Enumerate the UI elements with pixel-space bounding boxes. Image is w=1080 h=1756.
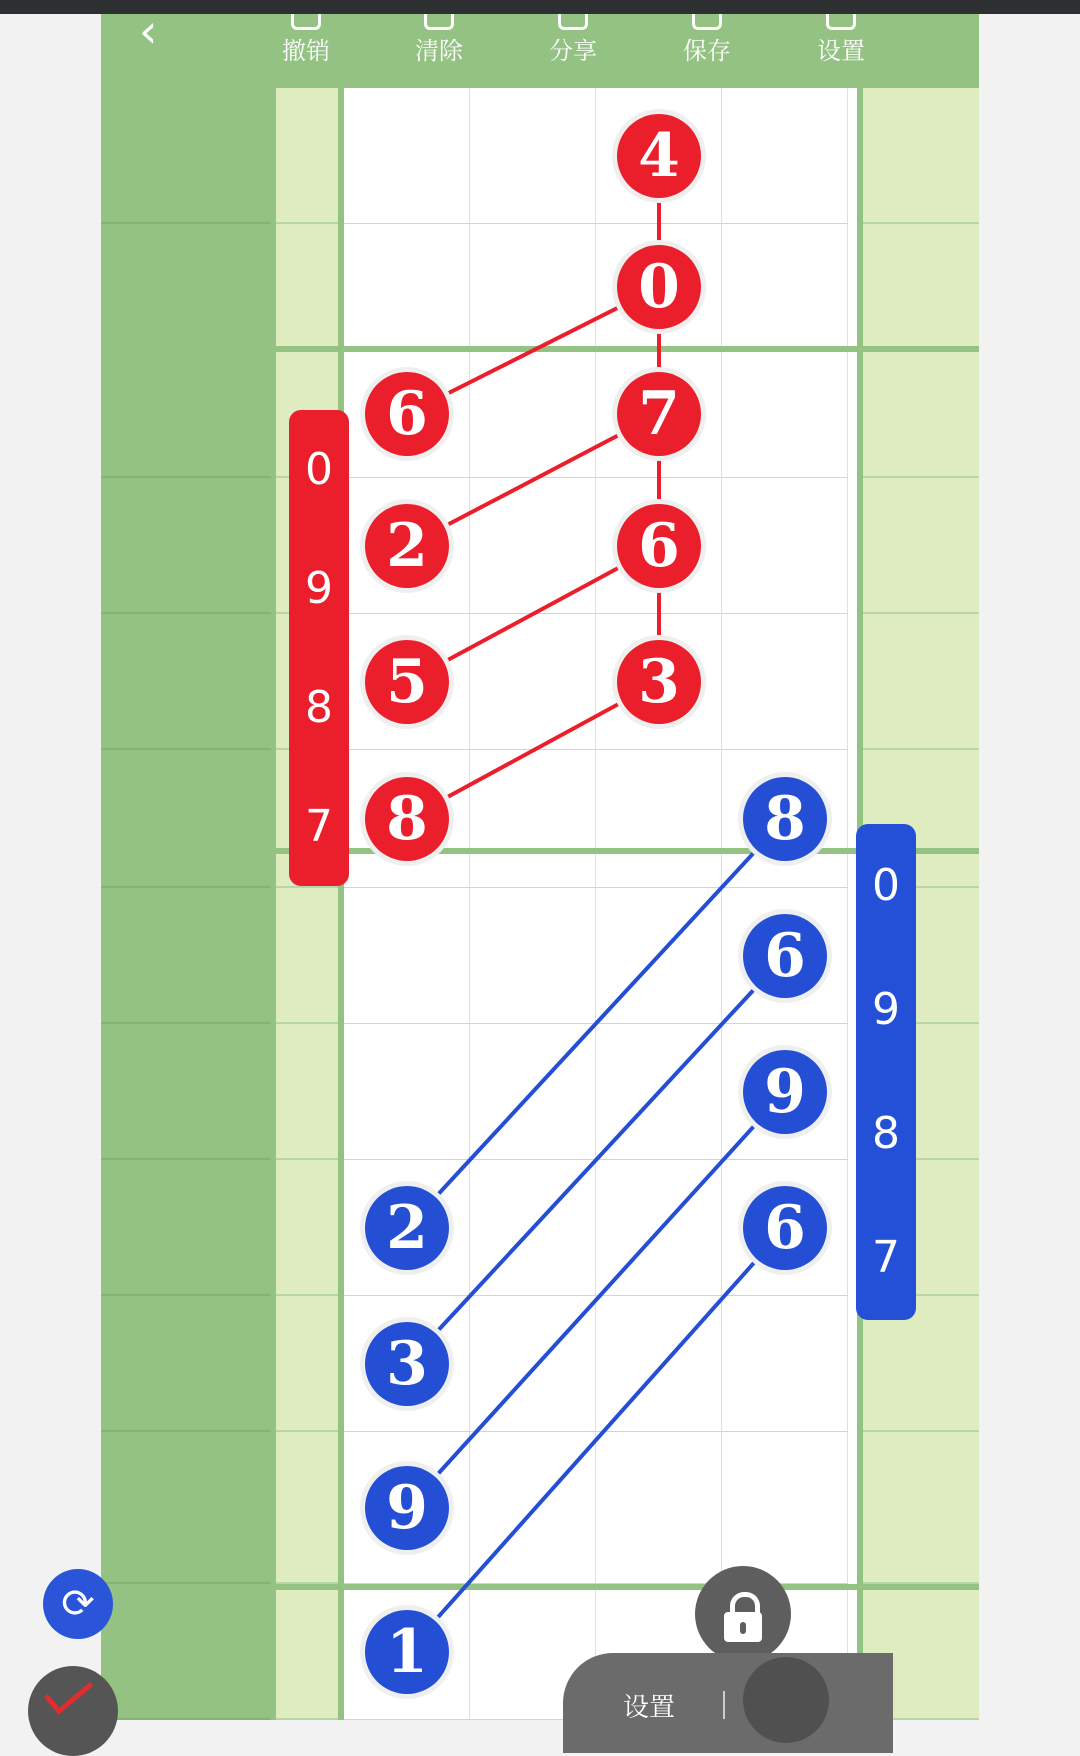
clear-icon — [424, 14, 454, 30]
stack-digit: 9 — [305, 562, 333, 614]
save-icon — [692, 14, 722, 30]
red-digit-stack[interactable] — [289, 410, 349, 886]
status-bar — [0, 0, 1080, 14]
share-label: 分享 — [549, 37, 597, 65]
blue-marked-digit[interactable]: 3 — [365, 1322, 449, 1406]
chevron-left-icon: ‹ — [139, 14, 158, 58]
lock-icon-keyhole — [740, 1622, 746, 1634]
drawer-settings-label: 设置 — [623, 1693, 676, 1723]
clear-label: 清除 — [415, 37, 463, 65]
undo-button[interactable] — [251, 14, 361, 88]
red-marked-digit[interactable]: 7 — [617, 372, 701, 456]
connector-lines — [101, 88, 979, 1720]
chart-app — [101, 14, 979, 1720]
stack-digit: 7 — [872, 1232, 900, 1283]
settings-button[interactable] — [786, 14, 896, 88]
share-icon — [558, 14, 588, 30]
pen-button[interactable] — [28, 1666, 118, 1756]
red-marked-digit[interactable]: 3 — [617, 640, 701, 724]
share-button[interactable] — [518, 14, 628, 88]
drawer-knob[interactable] — [743, 1657, 829, 1743]
red-marked-digit[interactable]: 5 — [365, 640, 449, 724]
blue-connector-line — [407, 819, 785, 1228]
stack-digit: 0 — [305, 443, 333, 495]
stack-digit: 7 — [305, 800, 333, 852]
blue-marked-digit[interactable]: 9 — [365, 1466, 449, 1550]
lock-button[interactable] — [695, 1566, 791, 1662]
undo-label: 撤销 — [282, 37, 330, 65]
stack-digit: 8 — [305, 681, 333, 733]
save-label: 保存 — [683, 37, 731, 65]
blue-marked-digit[interactable]: 9 — [743, 1050, 827, 1134]
red-marked-digit[interactable]: 6 — [617, 504, 701, 588]
clear-button[interactable] — [384, 14, 494, 88]
settings-label: 设置 — [817, 37, 865, 65]
blue-marked-digit[interactable]: 1 — [365, 1610, 449, 1694]
back-button[interactable] — [139, 14, 179, 58]
red-marked-digit[interactable]: 0 — [617, 245, 701, 329]
red-connector-line — [407, 682, 659, 819]
save-button[interactable] — [652, 14, 762, 88]
toolbar — [101, 14, 979, 88]
stack-digit: 9 — [872, 984, 900, 1035]
red-marked-digit[interactable]: 2 — [365, 504, 449, 588]
settings-drawer[interactable] — [563, 1653, 893, 1753]
refresh-icon: ⟳ — [61, 1581, 95, 1627]
blue-digit-stack[interactable] — [856, 824, 916, 1320]
undo-icon — [291, 14, 321, 30]
red-marked-digit[interactable]: 6 — [365, 372, 449, 456]
stack-digit: 0 — [872, 860, 900, 911]
blue-marked-digit[interactable]: 6 — [743, 1186, 827, 1270]
pen-icon — [44, 1668, 93, 1715]
blue-marked-digit[interactable]: 8 — [743, 777, 827, 861]
stack-digit: 8 — [872, 1108, 900, 1159]
blue-marked-digit[interactable]: 6 — [743, 914, 827, 998]
red-marked-digit[interactable]: 8 — [365, 777, 449, 861]
refresh-button[interactable] — [43, 1569, 113, 1639]
red-marked-digit[interactable]: 4 — [617, 114, 701, 198]
blue-marked-digit[interactable]: 2 — [365, 1186, 449, 1270]
drawer-divider — [723, 1691, 725, 1719]
gear-icon — [826, 14, 856, 30]
